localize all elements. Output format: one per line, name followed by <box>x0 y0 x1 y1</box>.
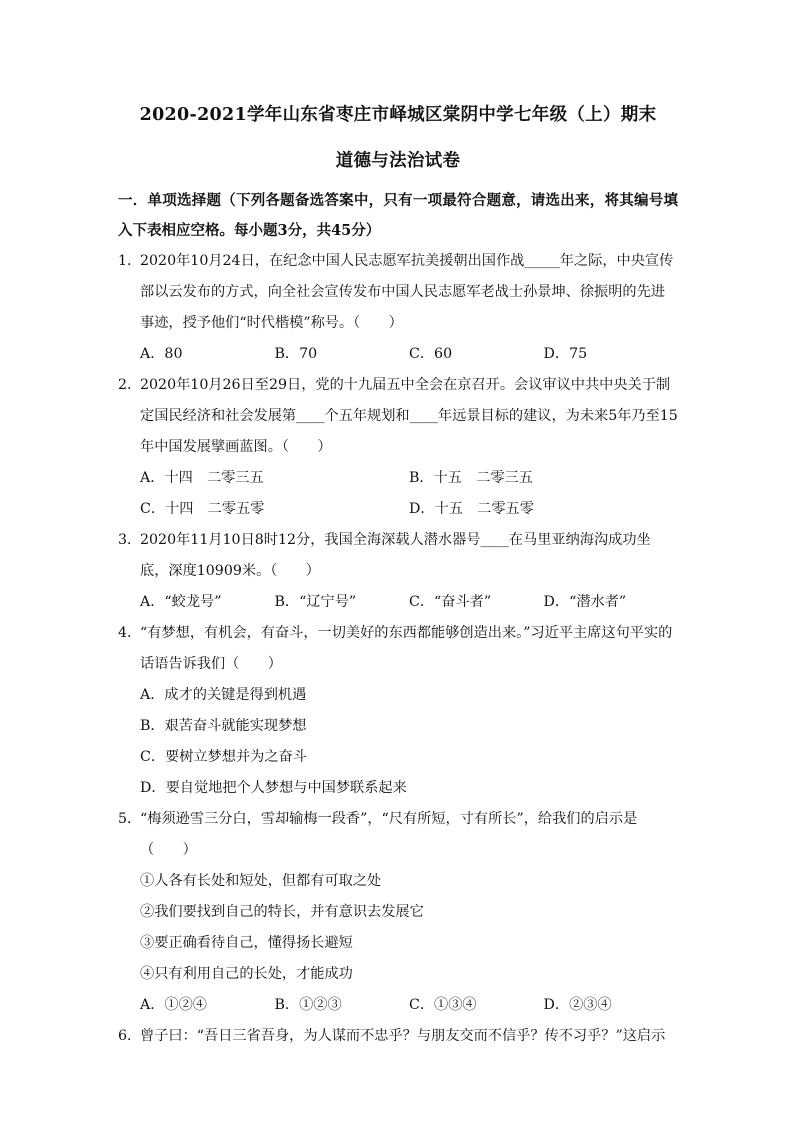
question-5 <box>118 804 678 866</box>
question-number: 3． <box>118 532 142 548</box>
option-b: B．十五 二零三五 <box>409 470 533 486</box>
question-3-options <box>118 587 678 618</box>
option-c: C．要树立梦想并为之奋斗 <box>140 749 307 765</box>
question-number: 5． <box>118 811 142 827</box>
statement-3: ③要正确看待自己，懂得扬长避短 <box>140 935 353 951</box>
question-stem: 2020年10月24日，在纪念中国人民志愿军抗美援朝出国作战_____年之际，中央宣传部以云发布的方式，向全社会宣传发布中国人民志愿军老战士孙景坤、徐振明的先进事迹，授予他们“时代楷模”称号。（ ） <box>140 253 674 331</box>
question-stem: 2020年10月26日至29日，党的十九届五中全会在京召开。会议审议中共中央关于制定国民经济和社会发展第____个五年规划和____年远景目标的建议，为未来5年乃至15年中国发展擘画蓝图。（ ） <box>140 377 678 455</box>
option-c: C．60 <box>409 346 453 362</box>
question-3 <box>118 525 678 587</box>
question-stem: 2020年11月10日8时12分，我国全海深载人潜水器号____在马里亚纳海沟成功坐底，深度10909米。（ ） <box>140 532 651 579</box>
question-2-options-row2 <box>118 494 678 525</box>
option-d: D．75 <box>543 346 588 362</box>
question-4 <box>118 618 678 680</box>
option-d: D．“潜水者” <box>543 594 627 610</box>
question-number: 1． <box>118 253 142 269</box>
option-a: A．成才的关键是得到机遇 <box>140 687 307 703</box>
exam-title-line2: 道德与法治试卷 <box>335 151 461 171</box>
option-b: B．艰苦奋斗就能实现梦想 <box>140 718 307 734</box>
option-b: B．70 <box>274 346 318 362</box>
option-c: C．十四 二零五零 <box>140 501 265 517</box>
option-d: D．十五 二零五零 <box>409 501 534 517</box>
question-stem: “有梦想，有机会，有奋斗，一切美好的东西都能够创造出来。”习近平主席这句平实的话语告诉我们（ ） <box>140 625 673 672</box>
option-c: C．“奋斗者” <box>409 594 492 610</box>
question-2-options-row1 <box>118 463 678 494</box>
question-stem: 曾子曰：“吾日三省吾身，为人谋而不忠乎？与朋友交而不信乎？传不习乎？”这启示 <box>140 1028 666 1044</box>
option-d: D．②③④ <box>543 997 612 1013</box>
option-c: C．①③④ <box>409 997 477 1013</box>
section-header: 一．单项选择题（下列各题备选答案中，只有一项最符合题意，请选出来，将其编号填入下表相应空格。每小题3分，共45分） <box>118 192 678 239</box>
option-b: B．“辽宁号” <box>274 594 357 610</box>
question-number: 6． <box>118 1028 142 1044</box>
statement-2: ②我们要找到自己的特长，并有意识去发展它 <box>140 904 424 920</box>
question-6 <box>118 1021 678 1052</box>
option-a: A．“蛟龙号” <box>140 594 222 610</box>
question-1-options <box>118 339 678 370</box>
question-1 <box>118 246 678 339</box>
option-b: B．①②③ <box>274 997 342 1013</box>
option-a: A．十四 二零三五 <box>140 470 264 486</box>
question-number: 4． <box>118 625 142 641</box>
option-a: A．80 <box>140 346 183 362</box>
question-stem: “梅须逊雪三分白，雪却输梅一段香”，“尺有所短，寸有所长”，给我们的启示是（ ） <box>140 811 638 858</box>
statement-1: ①人各有长处和短处，但都有可取之处 <box>140 873 382 889</box>
question-2 <box>118 370 678 463</box>
exam-title-line1: 2020-2021学年山东省枣庄市峄城区棠阴中学七年级（上）期末 <box>139 105 657 125</box>
question-number: 2． <box>118 377 142 393</box>
option-d: D．要自觉地把个人梦想与中国梦联系起来 <box>140 780 407 796</box>
question-5-options <box>118 990 678 1021</box>
option-a: A．①②④ <box>140 997 207 1013</box>
statement-4: ④只有利用自己的长处，才能成功 <box>140 966 353 982</box>
